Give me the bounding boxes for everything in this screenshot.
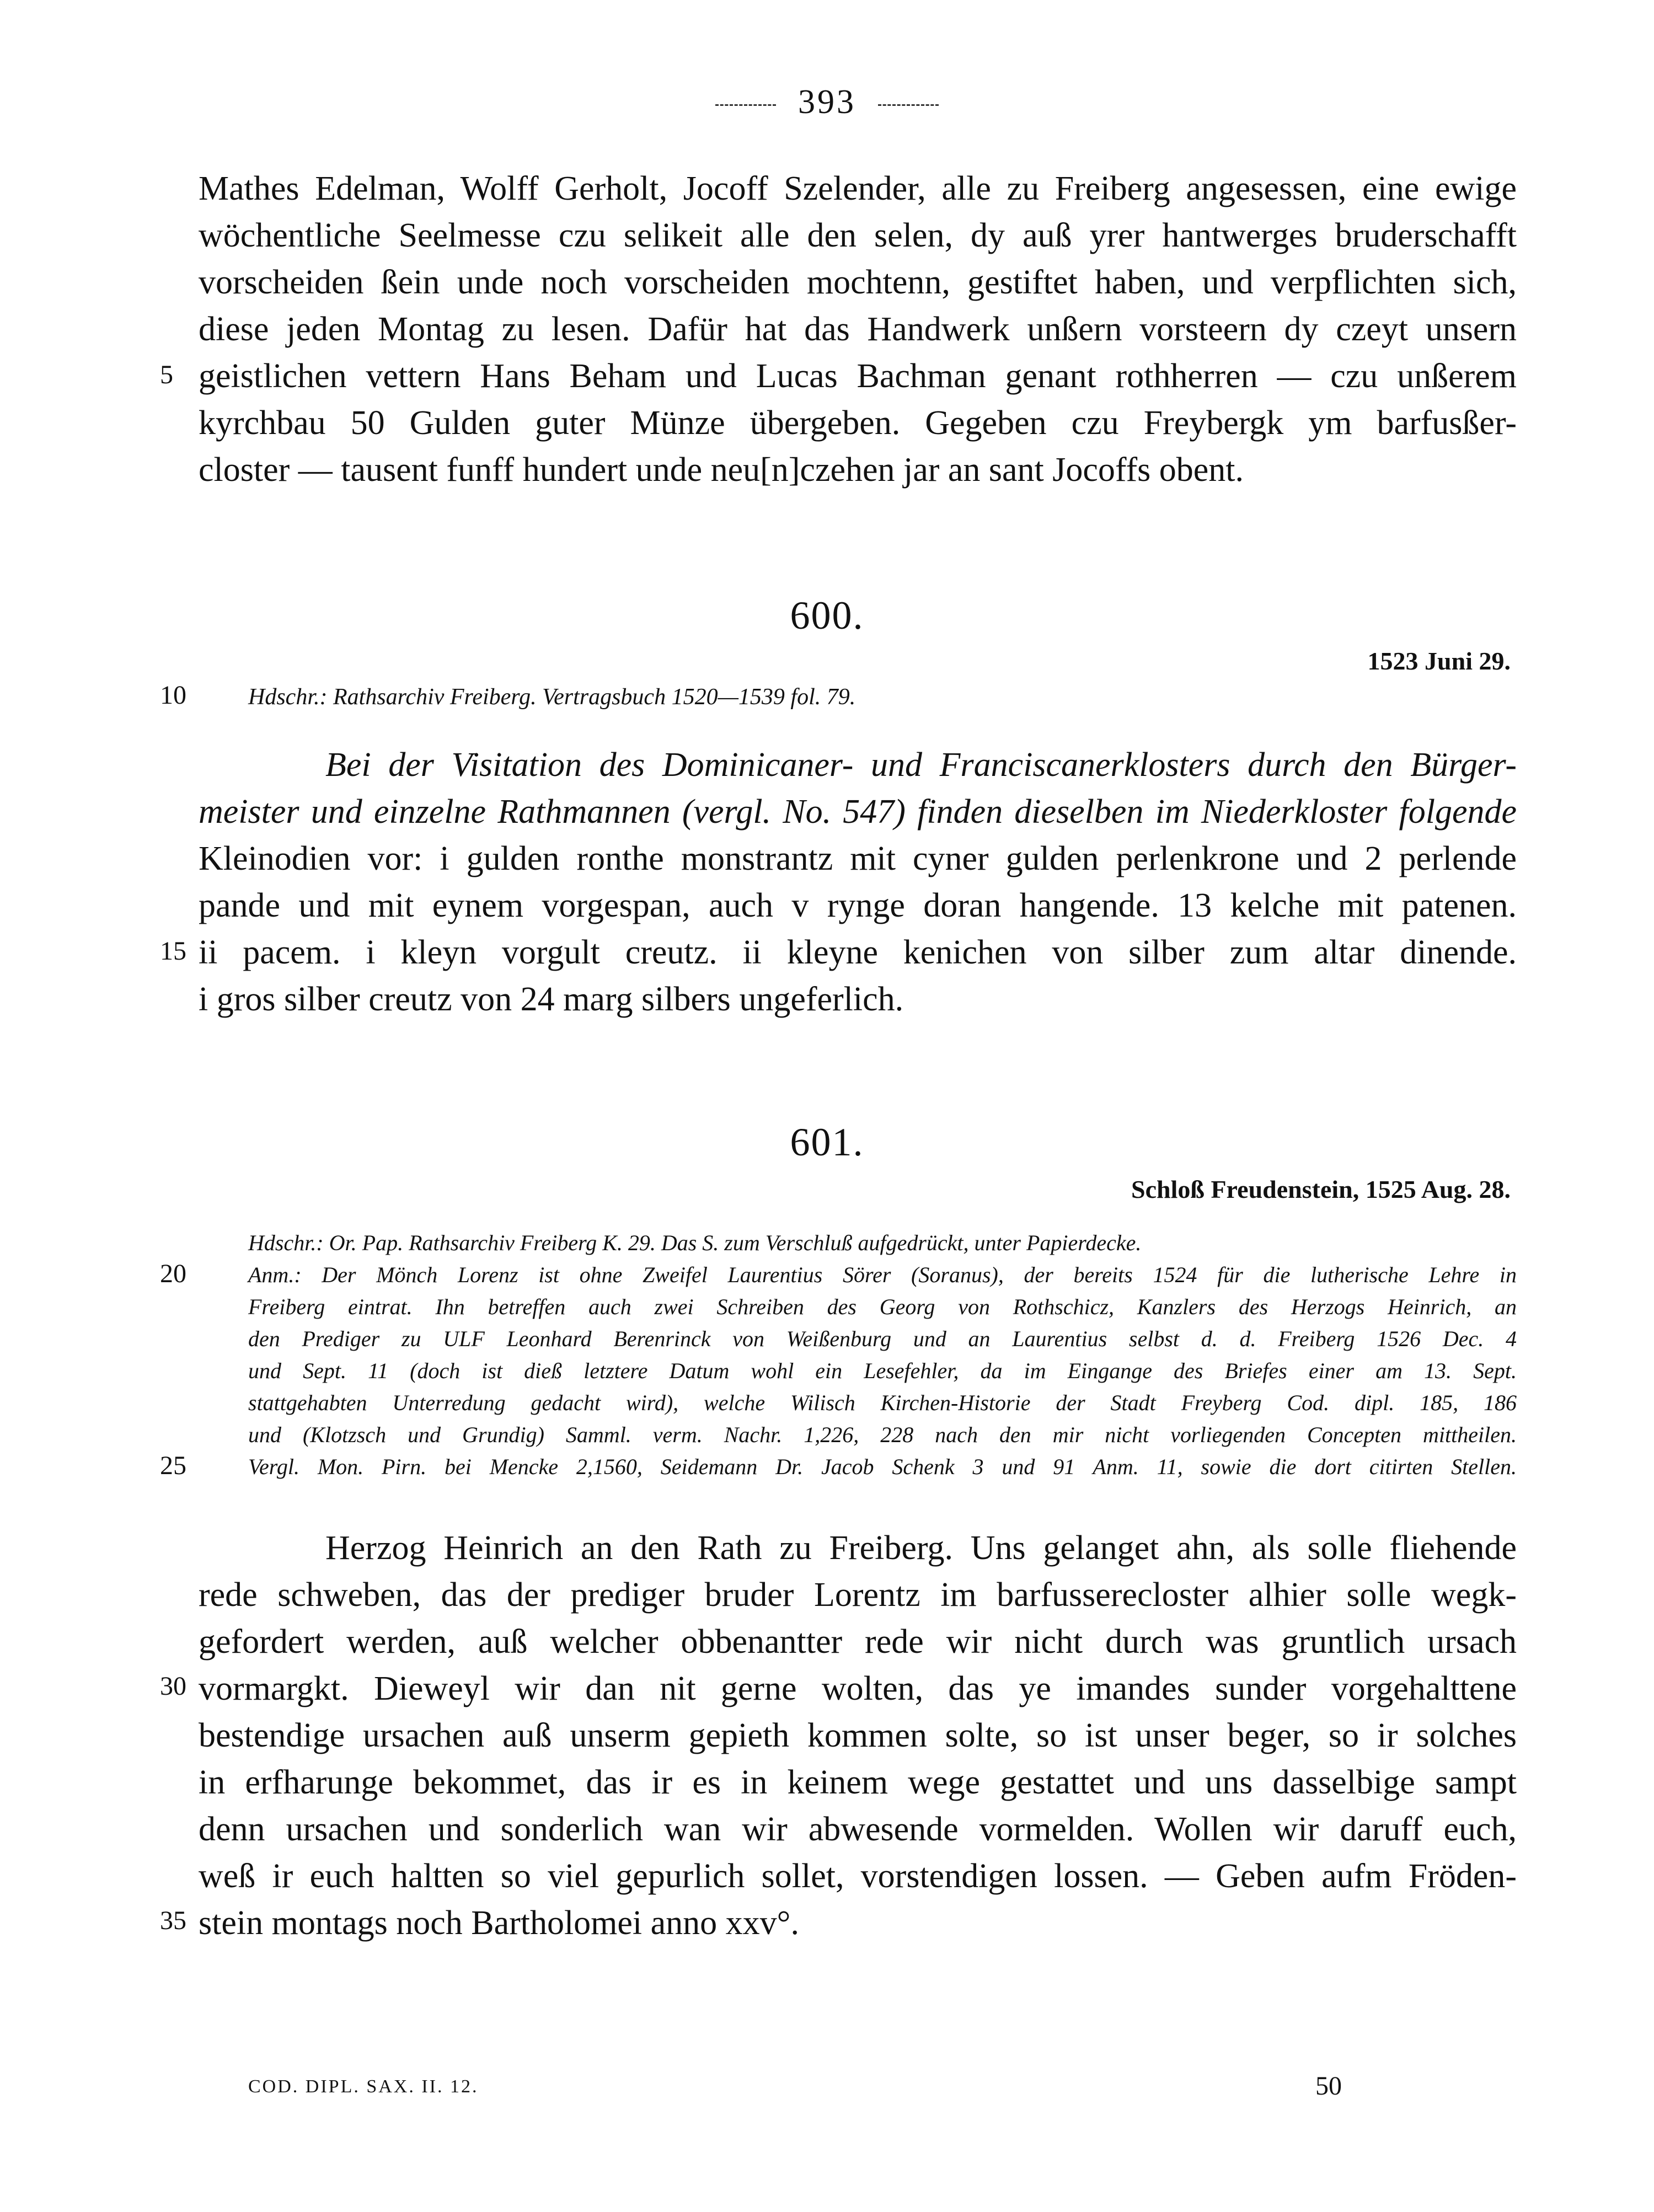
line-number: 25 <box>160 1451 186 1480</box>
apparatus-notes-601 <box>248 1227 1517 1483</box>
page-header <box>0 83 1654 122</box>
text-line: kyrchbau 50 Gulden guter Münze übergeben. Gegeben czu Freybergk ym barfusßer- <box>199 404 1517 442</box>
document-text-600 <box>199 742 1517 1023</box>
continuation-text <box>199 165 1517 494</box>
note-line: und (Klotzsch und Grundig) Samml. verm. Nachr. 1,226, 228 nach den mir nicht vorliegenden Concepten mittheilen. <box>248 1422 1517 1447</box>
text-line: diese jeden Montag zu lesen. Dafür hat das Handwerk unßern vorsteern dy czeyt unsern <box>199 310 1517 348</box>
text-line: Bei der Visitation des Dominicaner- und Franciscanerklosters durch den Bürger- <box>325 746 1517 784</box>
text-line: gefordert werden, auß welcher obbenantter rede wir nicht durch was gruntlich ursach <box>199 1623 1517 1661</box>
text-line: stein montags noch Bartholomei anno xxv°. <box>199 1904 799 1942</box>
text-line: wöchentliche Seelmesse czu selikeit alle den selen, dy auß yrer hantwerges bruderschafft <box>199 217 1517 254</box>
document-date-600: 1523 Juni 29. <box>1367 647 1511 675</box>
line-number: 20 <box>160 1259 186 1288</box>
header-rule-right <box>878 104 939 106</box>
document-date-601: Schloß Freudenstein, 1525 Aug. 28. <box>1131 1175 1511 1203</box>
text-line: closter — tausent funff hundert unde neu[n]czehen jar an sant Jocoffs obent. <box>199 451 1244 489</box>
text-line: geistlichen vettern Hans Beham und Lucas Bachman genant rothherren — czu unßerem <box>199 357 1517 395</box>
note-line: und Sept. 11 (doch ist dieß letztere Datum wohl ein Lesefehler, da im Eingange des Briefes einer am 13. Sept. <box>248 1358 1517 1383</box>
note-line: Anm.: Der Mönch Lorenz ist ohne Zweifel Laurentius Sörer (Soranus), der bereits 1524 für die lutherische Lehre in <box>248 1262 1517 1287</box>
note-line: Freiberg eintrat. Ihn betreffen auch zwei Schreiben des Georg von Rothschicz, Kanzlers des Herzogs Heinrich, an <box>248 1294 1517 1319</box>
header-rule-left <box>715 104 776 106</box>
text-line: bestendige ursachen auß unserm gepieth kommen solte, so ist unser beger, so ir solches <box>199 1717 1517 1754</box>
text-line: meister und einzelne Rathmannen (vergl. No. 547) finden dieselben im Niederkloster folgende <box>199 793 1517 831</box>
text-line: vormargkt. Dieweyl wir dan nit gerne wolten, das ye imandes sunder vorgehalttene <box>199 1670 1517 1707</box>
text-line: pande und mit eynem vorgespan, auch v rynge doran hangende. 13 kelche mit patenen. <box>199 887 1517 924</box>
note-line: Hdschr.: Or. Pap. Rathsarchiv Freiberg K. 29. Das S. zum Verschluß aufgedrückt, unter Papierdecke. <box>248 1230 1142 1255</box>
note-line: Vergl. Mon. Pirn. bei Mencke 2,1560, Seidemann Dr. Jacob Schenk 3 und 91 Anm. 11, sowie die dort citirten Stellen. <box>248 1454 1517 1479</box>
signature-mark: COD. DIPL. SAX. II. 12. <box>248 2076 479 2097</box>
line-number: 5 <box>160 360 173 389</box>
sheet-number: 50 <box>1315 2071 1342 2101</box>
document-number-601: 601. <box>790 1120 864 1164</box>
text-line: Mathes Edelman, Wolff Gerholt, Jocoff Szelender, alle zu Freiberg angesessen, eine ewige <box>199 170 1517 207</box>
line-number: 15 <box>160 936 186 966</box>
line-number: 10 <box>160 681 186 710</box>
text-line: rede schweben, das der prediger bruder Lorentz im barfusserecloster alhier solle wegk- <box>199 1576 1517 1614</box>
page-number: 393 <box>798 83 856 121</box>
line-number: 30 <box>160 1672 186 1701</box>
text-line: i gros silber creutz von 24 marg silbers ungeferlich. <box>199 981 904 1018</box>
document-text-601 <box>199 1525 1517 1947</box>
line-number: 35 <box>160 1906 186 1935</box>
text-line: vorscheiden ßein unde noch vorscheiden mochtenn, gestiftet haben, und verpflichten sich, <box>199 264 1517 301</box>
text-line: in erfharunge bekommet, das ir es in keinem wege gestattet und uns dasselbige sampt <box>199 1764 1517 1801</box>
text-line: Kleinodien vor: i gulden ronthe monstrantz mit cyner gulden perlenkrone und 2 perlende <box>199 840 1517 877</box>
text-line: denn ursachen und sonderlich wan wir abwesende vormelden. Wollen wir daruff euch, <box>199 1811 1517 1848</box>
document-number-600: 600. <box>790 593 864 638</box>
text-line: weß ir euch haltten so viel gepurlich sollet, vorstendigen lossen. — Geben aufm Fröden- <box>199 1857 1517 1895</box>
note-line: stattgehabten Unterredung gedacht wird), welche Wilisch Kirchen-Historie der Stadt Freyberg Cod. dipl. 185, 186 <box>248 1390 1517 1415</box>
note-line: den Prediger zu ULF Leonhard Berenrinck von Weißenburg und an Laurentius selbst d. d. Freiberg 1526 Dec. 4 <box>248 1326 1517 1351</box>
text-line: Herzog Heinrich an den Rath zu Freiberg. Uns gelanget ahn, als solle fliehende <box>325 1529 1517 1567</box>
source-note-600: Hdschr.: Rathsarchiv Freiberg. Vertragsbuch 1520—1539 fol. 79. <box>248 684 856 710</box>
text-line: ii pacem. i kleyn vorgult creutz. ii kleyne kenichen von silber zum altar dinende. <box>199 934 1517 971</box>
